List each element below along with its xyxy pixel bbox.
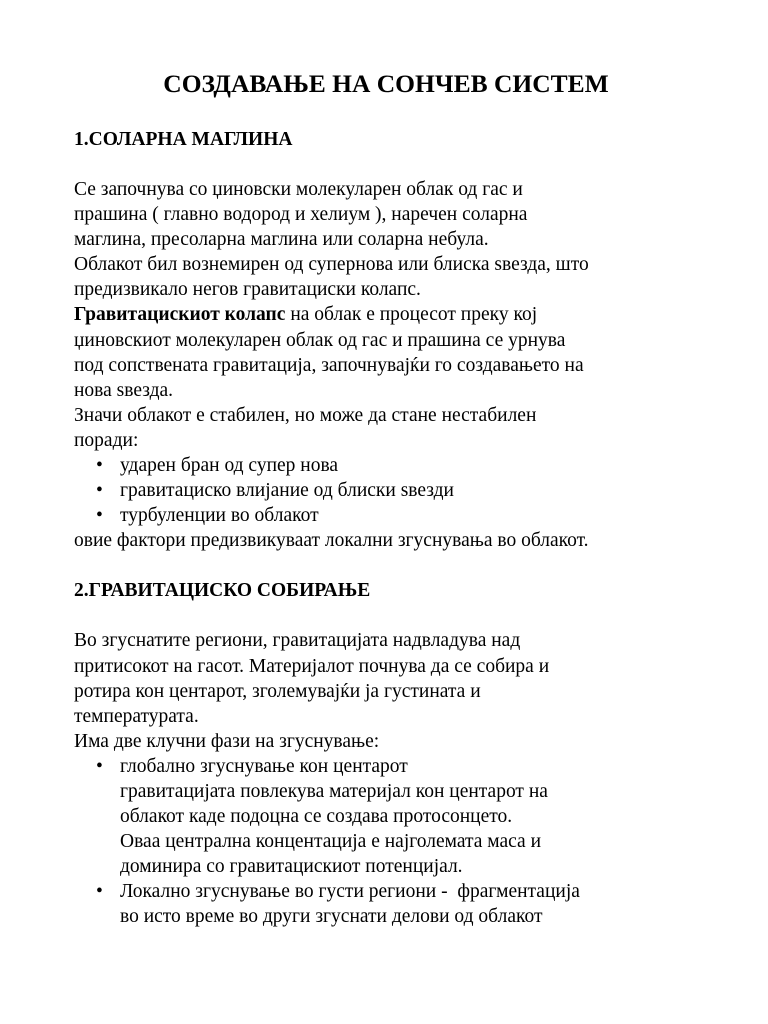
paragraph-gravitational-collapse — [74, 302, 714, 402]
list-item-text: турбуленции во облакот — [120, 505, 319, 527]
section-heading-gravitational-contraction: 2.ГРАВИТАЦИСКО СОБИРАЊЕ — [74, 580, 371, 602]
paragraph-factors: овие фактори предизвикуваат локални згуснувања во облакот. — [74, 530, 589, 552]
text-line: притисокот на гасот. Материјалот почнува да се собира и — [74, 655, 550, 677]
text-line: маглина, пресоларна маглина или соларна небула. — [74, 229, 489, 251]
list-item-text: доминира со гравитацискиот потенцијал. — [120, 856, 463, 878]
bullet-icon: • — [96, 755, 103, 777]
paragraph-two-phases: Има две клучни фази на згуснување: — [74, 730, 380, 752]
list-item-text: глобално згуснување кон центарот — [120, 755, 408, 777]
list-item-text: Локално згуснување во густи региони - фрагментација — [120, 881, 580, 903]
bold-term: Гравитацискиот колапс — [74, 304, 286, 326]
paragraph-cloud-disturbed — [74, 252, 714, 302]
document-page — [74, 68, 714, 930]
contraction-phases-list — [74, 754, 714, 930]
text-line: Значи облакот е стабилен, но може да стане нестабилен — [74, 404, 537, 426]
list-item — [96, 879, 714, 929]
bullet-icon: • — [96, 881, 103, 903]
list-item — [96, 478, 714, 503]
text-line: нова ѕвезда. — [74, 379, 174, 401]
bullet-icon: • — [96, 505, 103, 527]
list-item-text: гравитацијата повлекува материјал кон центарот на — [120, 780, 548, 802]
text-line: под сопствената гравитација, започнувајќи го создавањето на — [74, 354, 584, 376]
text-fragment: на облак е процесот преку кој — [285, 304, 538, 326]
list-item-text: облакот каде подоцна се создава протосонцето. — [120, 806, 513, 828]
text-line — [74, 302, 714, 327]
text-line: температурата. — [74, 705, 199, 727]
list-item-text: во исто време во други згуснати делови од облакот — [120, 906, 543, 928]
list-item — [96, 453, 714, 478]
list-item — [96, 503, 714, 528]
text-line: Во згуснатите региони, гравитацијата надвладува над — [74, 630, 521, 652]
list-item-text: Оваа централна концентација е најголемата маса и — [120, 831, 542, 853]
text-line: ротира кон центарот, зголемувајќи ја густината и — [74, 680, 481, 702]
text-line: предизвикало негов гравитациски колапс. — [74, 279, 421, 301]
paragraph-nebula-intro — [74, 177, 714, 252]
list-item — [96, 754, 714, 879]
instability-causes-list — [74, 453, 714, 528]
document-title: СОЗДАВАЊЕ НА СОНЧЕВ СИСТЕМ — [163, 69, 609, 98]
section-heading-solar-nebula: 1.СОЛАРНА МАГЛИНА — [74, 129, 293, 150]
text-line: џиновскиот молекуларен облак од гас и прашина се урнува — [74, 329, 566, 351]
list-item-text: ударен бран од супер нова — [120, 455, 339, 477]
bullet-icon: • — [96, 455, 103, 477]
text-line: Облакот бил вознемирен од супернова или блиска ѕвезда, што — [74, 254, 589, 276]
text-line: поради: — [74, 429, 139, 451]
list-item-text: гравитациско влијание од блиски ѕвезди — [120, 480, 454, 502]
text-line: прашина ( главно водород и хелиум ), наречен соларна — [74, 204, 528, 226]
bullet-icon: • — [96, 480, 103, 502]
text-line: Се започнува со џиновски молекуларен облак од гас и — [74, 179, 523, 200]
paragraph-dense-regions — [74, 628, 714, 728]
paragraph-cloud-stable — [74, 403, 714, 453]
